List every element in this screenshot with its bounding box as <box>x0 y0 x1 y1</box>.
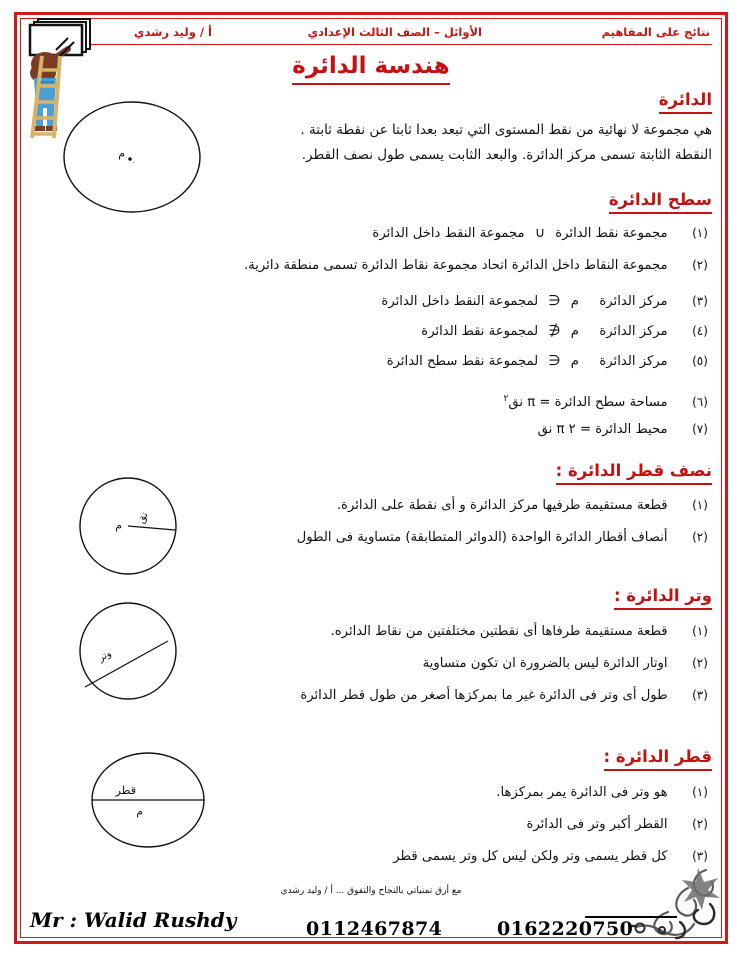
list-item <box>421 320 712 343</box>
list-item-text-2: لمجموعة النقط داخل الدائرة <box>381 294 539 309</box>
footer-wish-text: مع أرق تمنياتي بالنجاح والتفوق ... أ / وليد رشدي <box>280 886 462 896</box>
list-item-number: (٢) <box>692 258 708 272</box>
area-formula-exponent: ٢ <box>503 394 509 404</box>
diagram-circle-with-center <box>55 97 210 217</box>
list-item <box>244 254 712 277</box>
header-grade-label: الأوائل – الصف الثالث الإعدادي <box>307 25 482 39</box>
union-operator-icon: ∪ <box>534 225 546 241</box>
section-heading-chord: وتر الدائرة : <box>614 586 712 610</box>
list-item-text: قطعة مستقيمة طرفيها مركز الدائرة و أى نقطة على الدائرة. <box>336 498 668 513</box>
center-symbol: م <box>570 294 579 309</box>
list-item <box>496 781 712 804</box>
page-title: هندسة الدائرة <box>292 52 449 85</box>
page-header <box>30 22 712 52</box>
area-formula-text: مساحة سطح الدائرة = π نق <box>508 395 668 411</box>
not-element-of-operator-icon: ∉ <box>548 323 561 339</box>
element-of-operator-icon: ∈ <box>548 293 561 309</box>
list-item-number: (١) <box>692 785 708 799</box>
header-topic-label: نتائج على المفاهيم <box>601 25 710 39</box>
list-item <box>526 813 712 836</box>
svg-text:م: م <box>118 147 125 160</box>
list-item <box>331 620 712 643</box>
center-symbol: م <box>570 324 579 339</box>
list-item-number: (٣) <box>692 294 708 308</box>
list-item <box>297 526 712 549</box>
svg-text:م: م <box>136 805 143 818</box>
list-item-number: (٥) <box>692 354 708 368</box>
list-item <box>387 350 712 373</box>
element-of-operator-icon: ∈ <box>548 353 561 369</box>
list-item-area-formula <box>504 388 712 414</box>
svg-text:نق: نق <box>135 510 151 526</box>
list-item-text-2: لمجموعة نقط سطح الدائرة <box>386 354 539 369</box>
list-item <box>337 494 712 517</box>
list-item-text: القطر أكبر وتر فى الدائرة <box>526 817 668 832</box>
list-item-text: اوتار الدائرة ليس بالضرورة ان تكون متساوية <box>422 656 668 671</box>
list-item-text: طول أى وتر فى الدائرة غير ما بمركزها أصغر من طول قطر الدائرة <box>300 688 668 703</box>
svg-text:م: م <box>115 519 122 532</box>
list-item-text-2: مجموعة النقط داخل الدائرة <box>372 226 525 241</box>
svg-text:وتر: وتر <box>96 648 114 664</box>
footer-phone-1: 0112467874 <box>306 918 443 940</box>
circumference-formula-text: محيط الدائرة = ٢ π نق <box>537 422 668 437</box>
list-item-number: (١) <box>692 624 708 638</box>
section-heading-diameter: قطر الدائرة : <box>604 747 712 771</box>
corner-floral-ornament <box>628 864 724 946</box>
center-symbol: م <box>570 354 579 369</box>
list-item-number: (٤) <box>692 324 708 338</box>
header-rule-row <box>30 22 712 45</box>
diagram-circle-with-diameter <box>75 748 225 853</box>
header-teacher-label: أ / وليد رشدي <box>133 25 212 39</box>
list-item-number: (٣) <box>692 688 708 702</box>
footer-phone-2: 0162220750 <box>497 918 634 940</box>
list-item <box>381 290 712 313</box>
list-item <box>300 684 712 707</box>
section-heading-circle: الدائرة <box>659 90 712 114</box>
diagram-circle-with-radius <box>58 472 203 580</box>
circle-definition-line-2: النقطة الثابتة تسمى مركز الدائرة. والبعد الثابت يسمى طول نصف القطر. <box>301 147 712 163</box>
list-item-text: مركز الدائرة <box>599 324 668 339</box>
list-item-text: مركز الدائرة <box>599 294 668 309</box>
list-item-text: أنصاف أقطار الدائرة الواحدة (الدوائر المتطابقة) متساوية فى الطول <box>296 530 668 545</box>
list-item <box>423 652 712 675</box>
list-item-number: (٣) <box>692 849 708 863</box>
list-item-text-2: لمجموعة نقط الدائرة <box>421 324 539 339</box>
list-item <box>372 222 712 245</box>
list-item-number: (٢) <box>692 656 708 670</box>
list-item-text: مجموعة النقاط داخل الدائرة اتحاد مجموعة نقاط الدائرة تسمى منطقة دائرية. <box>243 258 668 273</box>
svg-text:قطر: قطر <box>115 784 136 797</box>
list-item-text: مركز الدائرة <box>599 354 668 369</box>
list-item-text: قطعة مستقيمة طرفاها أى نقطتين مختلفتين من نقاط الدائره. <box>330 624 668 639</box>
list-item-text: مجموعة نقط الدائرة <box>555 226 668 241</box>
list-item-number: (١) <box>692 498 708 512</box>
list-item-number: (١) <box>692 226 708 240</box>
list-item-text: كل قطر يسمى وتر ولكن ليس كل وتر يسمى قطر <box>393 849 668 864</box>
circle-definition-line-1: هي مجموعة لا نهائية من نقط المستوى التي تبعد بعدا ثابتا عن نقطة ثابتة . <box>300 122 712 138</box>
diagram-circle-with-chord <box>58 597 203 705</box>
footer-teacher-name: Mr : Walid Rushdy <box>30 908 237 932</box>
section-heading-radius: نصف قطر الدائرة : <box>556 461 712 485</box>
list-item-number: (٦) <box>692 395 708 410</box>
list-item-circumference-formula <box>538 418 712 441</box>
list-item-number: (٢) <box>692 817 708 831</box>
svg-text:.: . <box>132 157 135 165</box>
list-item-text: هو وتر فى الدائرة يمر بمركزها. <box>496 785 668 800</box>
page-title-wrap <box>0 52 742 85</box>
section-heading-disc: سطح الدائرة <box>609 190 712 214</box>
list-item-number: (٢) <box>692 530 708 544</box>
list-item-number: (٧) <box>692 422 708 436</box>
